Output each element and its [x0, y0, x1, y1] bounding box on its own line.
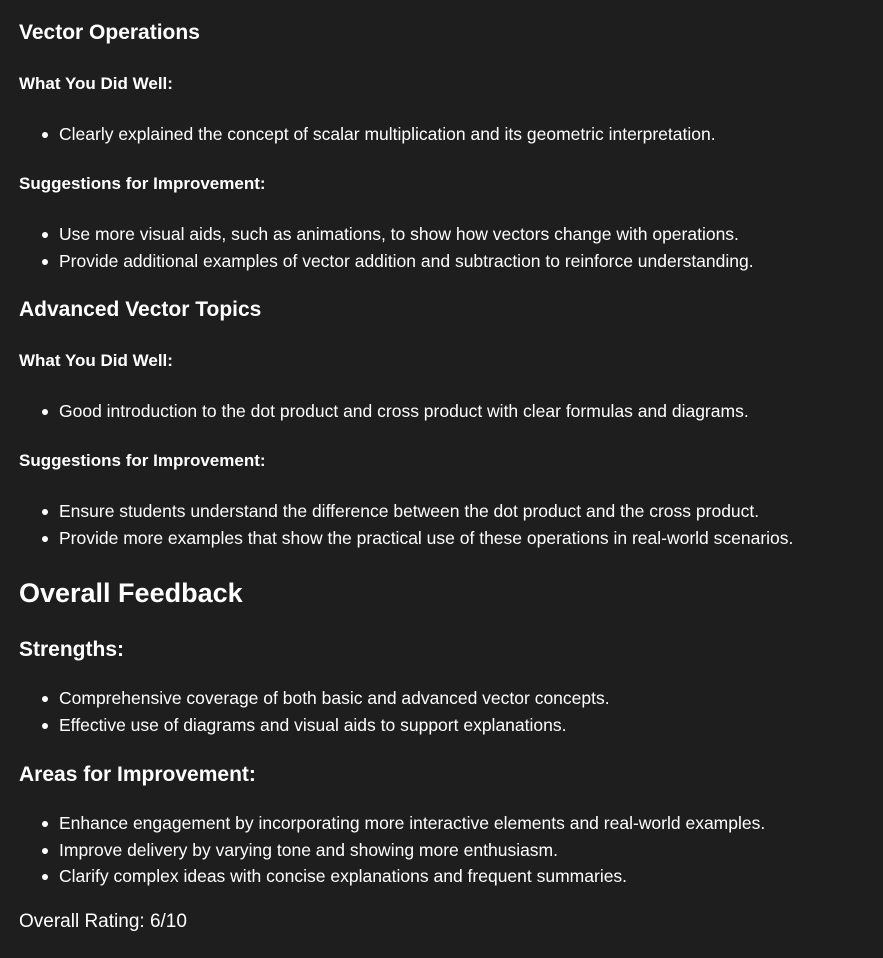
areas-list	[19, 810, 873, 890]
well-list	[19, 398, 873, 425]
well-list	[19, 121, 873, 148]
strengths-list	[19, 685, 873, 738]
areas-heading	[19, 761, 873, 789]
section-title: Vector Operations	[19, 21, 200, 44]
areas-for-improvement-label: Areas for Improvement:	[19, 763, 256, 786]
section-vector-operations	[19, 19, 873, 47]
list-item: Clarify complex ideas with concise explanations and frequent summaries.	[59, 863, 873, 890]
section-advanced-vector-topics	[19, 296, 873, 324]
list-item: Good introduction to the dot product and cross product with clear formulas and diagrams.	[59, 398, 873, 425]
suggestions-label: Suggestions for Improvement:	[19, 451, 266, 470]
list-item: Clearly explained the concept of scalar multiplication and its geometric interpretation.	[59, 121, 873, 148]
well-heading	[19, 72, 873, 96]
improve-list	[19, 498, 873, 551]
list-item: Provide more examples that show the practical use of these operations in real-world scenarios.	[59, 525, 873, 552]
list-item: Improve delivery by varying tone and showing more enthusiasm.	[59, 837, 873, 864]
list-item: Comprehensive coverage of both basic and advanced vector concepts.	[59, 685, 873, 712]
overall-rating: Overall Rating: 6/10	[19, 911, 187, 932]
list-item: Provide additional examples of vector addition and subtraction to reinforce understanding.	[59, 248, 873, 275]
overall-feedback	[19, 576, 873, 610]
what-you-did-well-label: What You Did Well:	[19, 74, 173, 93]
list-item: Use more visual aids, such as animations, to show how vectors change with operations.	[59, 221, 873, 248]
rating-row	[19, 909, 873, 935]
list-item: Ensure students understand the difference between the dot product and the cross product.	[59, 498, 873, 525]
list-item: Enhance engagement by incorporating more interactive elements and real-world examples.	[59, 810, 873, 837]
suggestions-label: Suggestions for Improvement:	[19, 174, 266, 193]
improve-list	[19, 221, 873, 274]
section-title: Advanced Vector Topics	[19, 298, 262, 321]
improve-heading	[19, 172, 873, 196]
list-item: Effective use of diagrams and visual aids to support explanations.	[59, 712, 873, 739]
strengths-heading	[19, 636, 873, 664]
improve-heading	[19, 449, 873, 473]
overall-feedback-title: Overall Feedback	[19, 578, 243, 608]
strengths-label: Strengths:	[19, 638, 124, 661]
what-you-did-well-label: What You Did Well:	[19, 351, 173, 370]
well-heading	[19, 349, 873, 373]
